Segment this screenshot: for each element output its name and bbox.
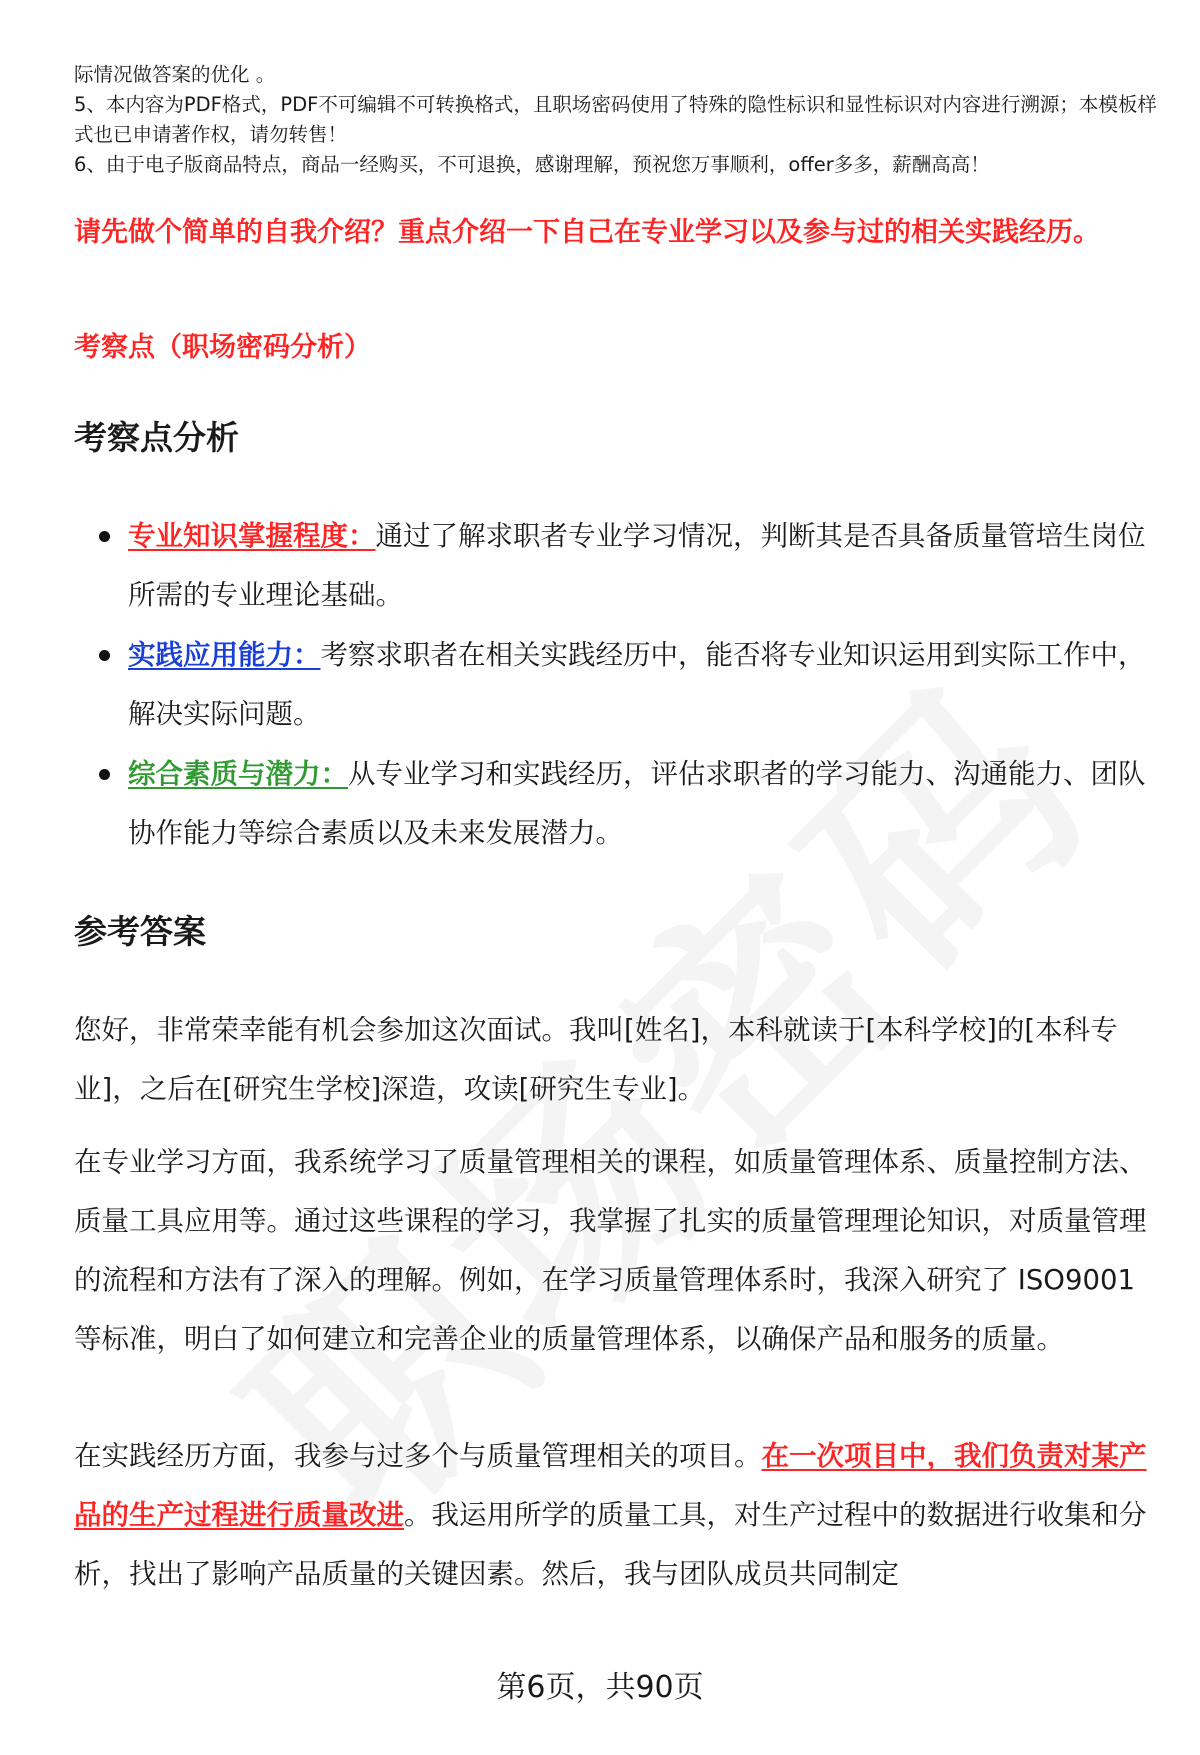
analysis-text: 考察求职者在相关实践经历中，能否将专业知识运用到实际工作中，解决实际问题。 xyxy=(128,639,1146,730)
analysis-keyword: 实践应用能力： xyxy=(128,639,321,671)
note-line: 际情况做答案的优化 。 xyxy=(74,63,276,86)
bullet-icon xyxy=(99,650,110,661)
answer-text: 。我运用所学的质量工具，对生产过程中的数据进行收集和分析，找出了影响产品质量的关键因素。然后，我与团队成员共同制定 xyxy=(74,1499,1147,1590)
answer-paragraph: 您好，非常荣幸能有机会参加这次面试。我叫[姓名]，本科就读于[本科学校]的[本科专业]，之后在[研究生学校]深造，攻读[研究生专业]。 xyxy=(74,1014,1118,1105)
analysis-item xyxy=(74,745,1154,863)
answer-text: 在实践经历方面，我参与过多个与质量管理相关的项目。 xyxy=(74,1440,762,1472)
analysis-item xyxy=(74,507,1154,625)
notes-section xyxy=(74,60,1164,180)
bullet-icon xyxy=(99,531,110,542)
answer-heading: 参考答案 xyxy=(74,912,206,951)
analysis-text: 通过了解求职者专业学习情况，判断其是否具备质量管培生岗位所需的专业理论基础。 xyxy=(128,520,1146,611)
analysis-heading: 考察点分析 xyxy=(74,418,239,457)
analysis-text: 从专业学习和实践经历，评估求职者的学习能力、沟通能力、团队协作能力等综合素质以及未来发展潜力。 xyxy=(128,758,1146,849)
interview-question: 请先做个简单的自我介绍？重点介绍一下自己在专业学习以及参与过的相关实践经历。 xyxy=(74,217,1100,248)
note-line: 6、由于电子版商品特点，商品一经购买，不可退换，感谢理解，预祝您万事顺利，offer多多，薪酬高高！ xyxy=(74,153,990,176)
answer-paragraph: 在专业学习方面，我系统学习了质量管理相关的课程，如质量管理体系、质量控制方法、质量工具应用等。通过这些课程的学习，我掌握了扎实的质量管理理论知识，对质量管理的流程和方法有了深入的理解。例如，在学习质量管理体系时，我深入研究了 ISO9001 等标准，明白了如何建立和完善企业的质量管理体系，以确保产品和服务的质量。 xyxy=(74,1146,1147,1355)
assessment-title: 考察点（职场密码分析） xyxy=(74,332,371,363)
page-number: 第6页，共90页 xyxy=(496,1670,704,1705)
note-line: 5、本内容为PDF格式，PDF不可编辑不可转换格式，且职场密码使用了特殊的隐性标识和显性标识对内容进行溯源；本模板样式也已申请著作权，请勿转售！ xyxy=(74,93,1157,146)
bullet-icon xyxy=(99,769,110,780)
answer-paragraph xyxy=(74,1427,1154,1604)
analysis-list xyxy=(74,507,1154,864)
answer-highlight: 在一次项目中，我们负责对某产品的生产过程进行质量改进 xyxy=(74,1440,1147,1531)
analysis-item xyxy=(74,626,1154,744)
analysis-keyword: 专业知识掌握程度： xyxy=(128,520,376,552)
analysis-keyword: 综合素质与潜力： xyxy=(128,758,348,790)
